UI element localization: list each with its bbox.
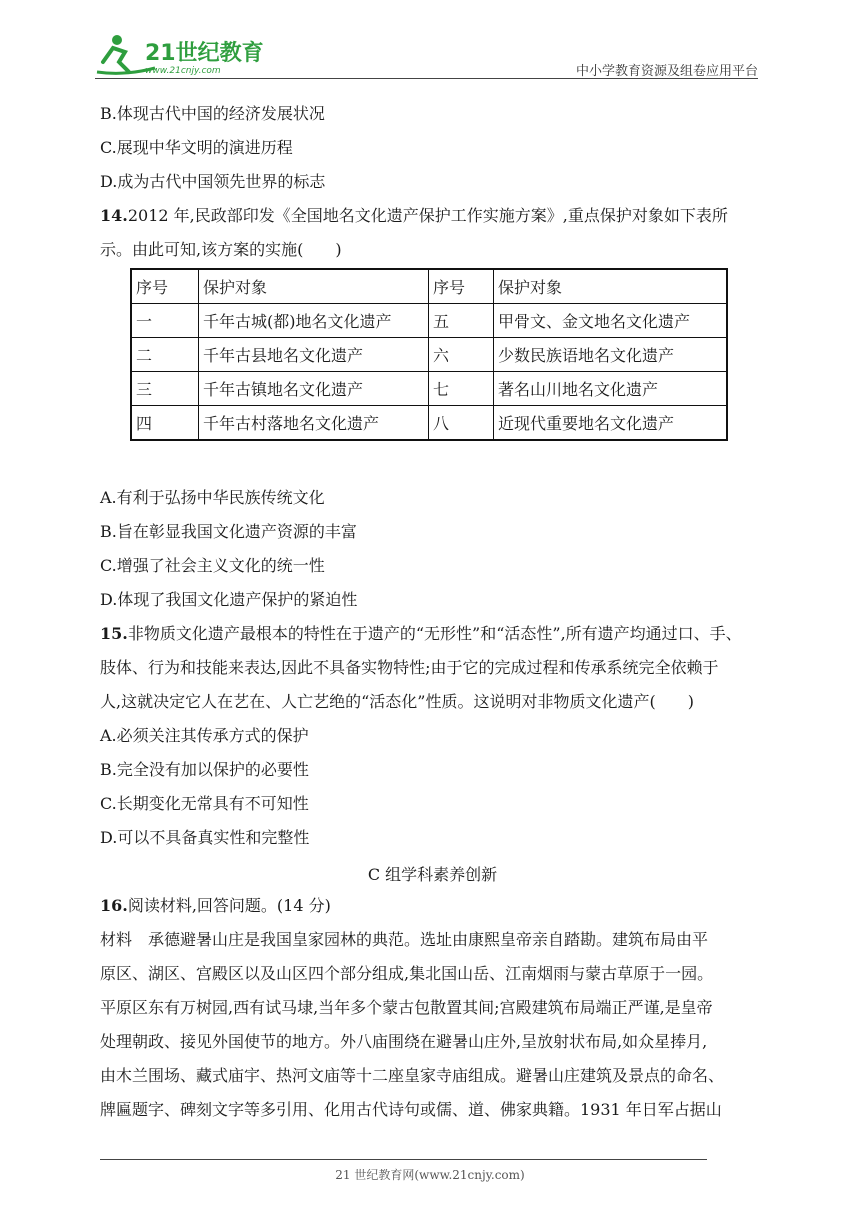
table-cell: 六: [429, 338, 494, 372]
table-cell: 甲骨文、金文地名文化遗产: [494, 304, 728, 338]
table-cell: 千年古镇地名文化遗产: [199, 372, 429, 406]
q16-material-line: 材料 承德避暑山庄是我国皇家园林的典范。选址由康熙皇帝亲自踏勘。建筑布局由平: [100, 930, 709, 949]
table-row: [131, 338, 727, 372]
footer-text: 21 世纪教育网(www.21cnjy.com): [335, 1168, 525, 1182]
q15-number: 15.: [100, 624, 128, 643]
header-divider: [95, 78, 758, 79]
q16-stem-text: 阅读材料,回答问题。(14 分): [127, 896, 331, 915]
table-cell: 五: [429, 304, 494, 338]
q16-material-line: 由木兰围场、藏式庙宇、热河文庙等十二座皇家寺庙组成。避暑山庄建筑及景点的命名、: [100, 1066, 725, 1085]
q15-stem-line2: 肢体、行为和技能来表达,因此不具备实物特性;由于它的完成过程和传承系统完全依赖于: [100, 658, 719, 677]
table-header-row: [131, 269, 727, 304]
table-row: [131, 304, 727, 338]
q14-option-d: D.体现了我国文化遗产保护的紧迫性: [100, 590, 358, 609]
table-header-cell: 序号: [131, 269, 199, 304]
table-cell: 四: [131, 406, 199, 441]
q15-stem-line1: [100, 624, 742, 644]
q15-option-a: A.必须关注其传承方式的保护: [100, 726, 309, 745]
q14-stem-line1: [100, 206, 728, 226]
q15-option-b: B.完全没有加以保护的必要性: [100, 760, 309, 779]
table-cell: 二: [131, 338, 199, 372]
q14-stem-line2: 示。由此可知,该方案的实施( ): [100, 240, 342, 259]
q14-option-c: C.增强了社会主义文化的统一性: [100, 556, 325, 575]
q15-option-d: D.可以不具备真实性和完整性: [100, 828, 310, 847]
table-header-cell: 保护对象: [199, 269, 429, 304]
q16-stem: [100, 896, 331, 916]
platform-name: 中小学教育资源及组卷应用平台: [575, 64, 758, 79]
table-cell: 千年古城(都)地名文化遗产: [199, 304, 429, 338]
q16-number: 16.: [100, 896, 128, 915]
21cnjy-logo-icon: [95, 32, 265, 78]
section-c-title: C 组学科素养创新: [367, 865, 498, 884]
q14-stem-text: 2012 年,民政部印发《全国地名文化遗产保护工作实施方案》,重点保护对象如下表所: [127, 206, 728, 225]
logo-title: 21世纪教育: [145, 41, 264, 66]
protection-table: [130, 268, 728, 441]
table-cell: 著名山川地名文化遗产: [494, 372, 728, 406]
table-header-cell: 保护对象: [494, 269, 728, 304]
table-cell: 三: [131, 372, 199, 406]
q14-option-b: B.旨在彰显我国文化遗产资源的丰富: [100, 522, 357, 541]
table-cell: 近现代重要地名文化遗产: [494, 406, 728, 441]
q13-option-d: D.成为古代中国领先世界的标志: [100, 172, 326, 191]
table-row: [131, 372, 727, 406]
q15-stem-text: 非物质文化遗产最根本的特性在于遗产的“无形性”和“活态性”,所有遗产均通过口、手、: [127, 624, 742, 643]
q15-stem-line3: 人,这就决定它人在艺在、人亡艺绝的“活态化”性质。这说明对非物质文化遗产( ): [100, 692, 694, 711]
q14-number: 14.: [100, 206, 128, 225]
q16-material-line: 原区、湖区、宫殿区以及山区四个部分组成,集北国山岳、江南烟雨与蒙古草原于一园。: [100, 964, 714, 983]
table-cell: 千年古县地名文化遗产: [199, 338, 429, 372]
table-row: [131, 406, 727, 441]
footer-divider: [100, 1159, 707, 1160]
table-cell: 八: [429, 406, 494, 441]
q16-material-line: 处理朝政、接见外国使节的地方。外八庙围绕在避暑山庄外,呈放射状布局,如众星捧月,: [100, 1032, 708, 1051]
table-cell: 七: [429, 372, 494, 406]
table-cell: 千年古村落地名文化遗产: [199, 406, 429, 441]
table-cell: 少数民族语地名文化遗产: [494, 338, 728, 372]
q16-material-line: 平原区东有万树园,西有试马埭,当年多个蒙古包散置其间;宫殿建筑布局端正严谨,是皇帝: [100, 998, 713, 1017]
q15-option-c: C.长期变化无常具有不可知性: [100, 794, 309, 813]
q13-option-c: C.展现中华文明的演进历程: [100, 138, 293, 157]
page-header: [95, 32, 758, 80]
table-header-cell: 序号: [429, 269, 494, 304]
q14-option-a: A.有利于弘扬中华民族传统文化: [100, 488, 325, 507]
q16-material-line: 牌匾题字、碑刻文字等多引用、化用古代诗句或儒、道、佛家典籍。1931 年日军占据山: [100, 1100, 722, 1119]
logo-url: www.21cnjy.com: [145, 66, 221, 76]
table-cell: 一: [131, 304, 199, 338]
q13-option-b: B.体现古代中国的经济发展状况: [100, 104, 325, 123]
